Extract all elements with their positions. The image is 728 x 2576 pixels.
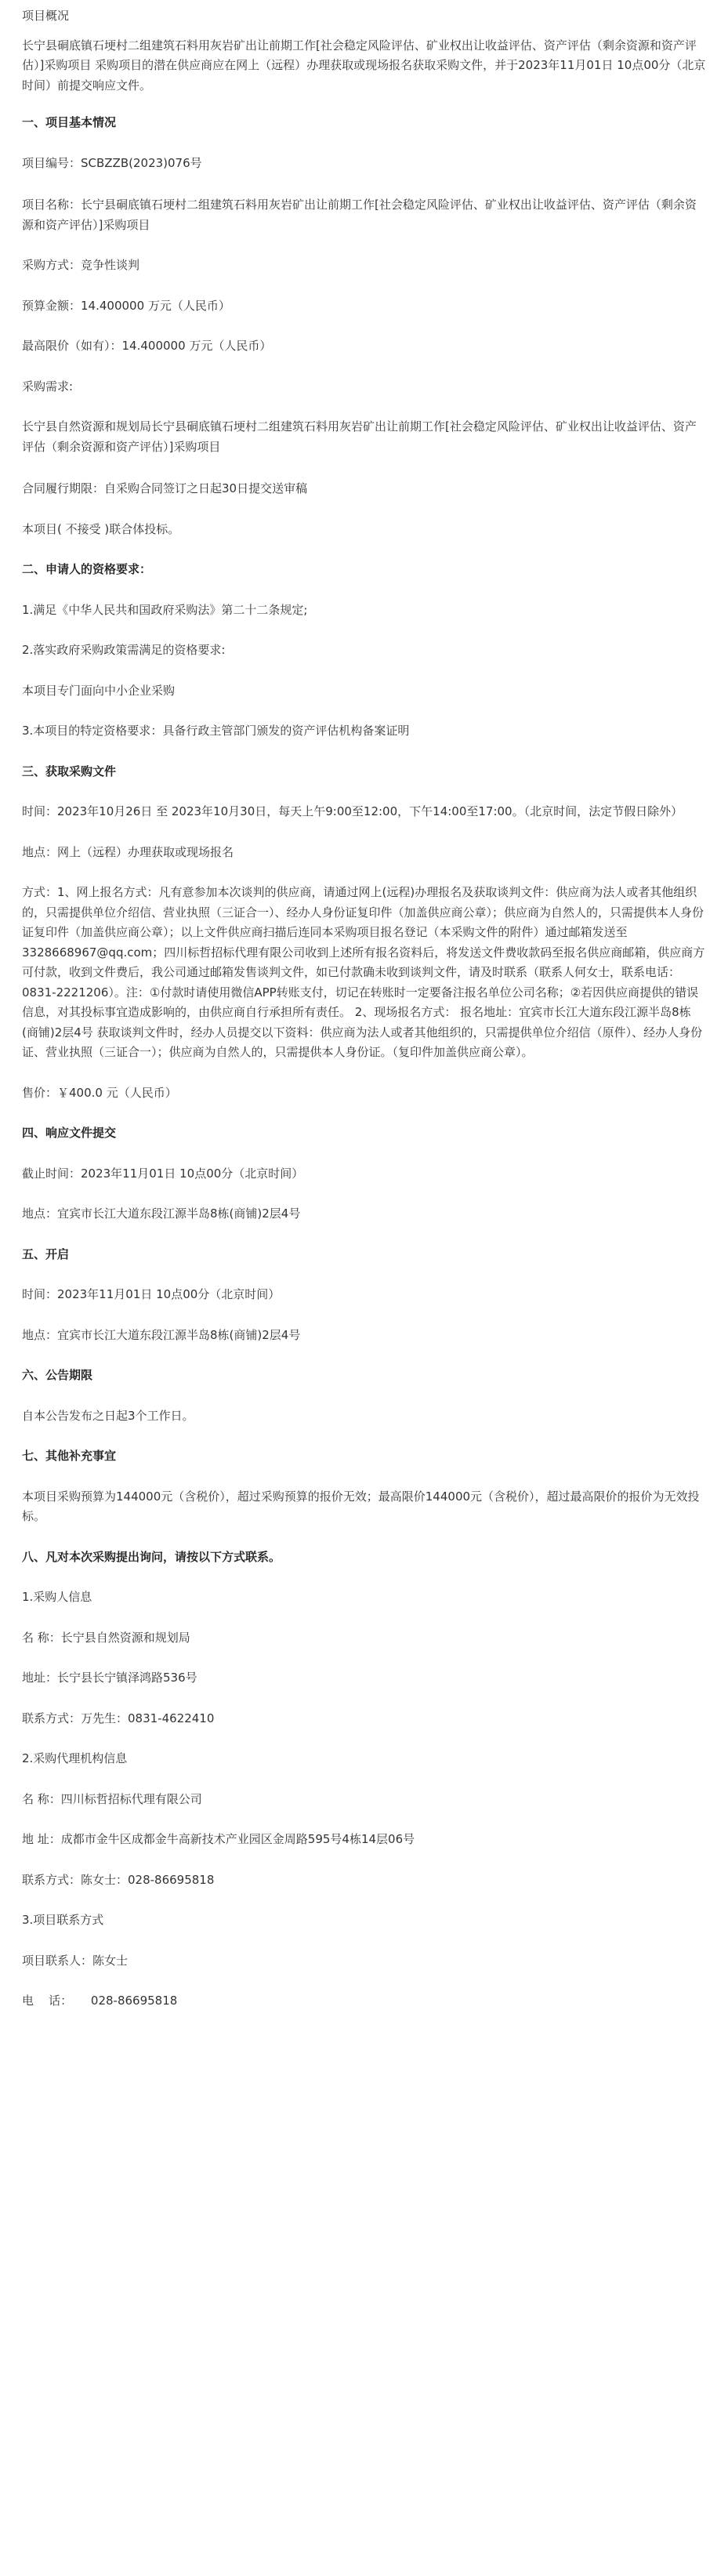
qualification-item-2-text: 本项目专门面向中小企业采购 [22, 683, 176, 698]
agency-address: 地 址：成都市金牛区成都金牛高新技术产业园区金周路595号4栋14层06号 [22, 1832, 415, 1846]
qualification-item-2: 2.落实政府采购政策需满足的资格要求: [22, 643, 226, 657]
project-contact-person: 项目联系人：陈女士 [22, 1953, 129, 1968]
project-name: 项目名称：长宁县硐底镇石埂村二组建筑石料用灰岩矿出让前期工作[社会稳定风险评估、矿业权出让收益评估、资产评估（剩余资源和资产评估）]采购项目 [22, 198, 697, 232]
overview-heading: 项目概况 [22, 9, 70, 23]
purchaser-name: 名 称：长宁县自然资源和规划局 [22, 1630, 190, 1645]
overview-text: 长宁县硐底镇石埂村二组建筑石料用灰岩矿出让前期工作[社会稳定风险评估、矿业权出让收益评估、资产评估（剩余资源和资产评估）]采购项目 采购项目的潜在供应商应在网上（远程）办理获取或现场报名获取采购文件，并于2023年11月01日 10点00分（北京时间）前提交响应文件。 [22, 38, 706, 93]
section6-heading: 六、公告期限 [22, 1368, 93, 1382]
submission-deadline: 截止时间：2023年11月01日 10点00分（北京时间） [22, 1166, 304, 1181]
consortium-note: 本项目( 不接受 )联合体投标。 [22, 521, 180, 536]
section4-heading: 四、响应文件提交 [22, 1126, 117, 1140]
opening-time: 时间：2023年11月01日 10点00分（北京时间） [22, 1287, 281, 1301]
project-contact-title: 3.项目联系方式 [22, 1913, 104, 1927]
section1-heading: 一、项目基本情况 [22, 115, 117, 129]
opening-place: 地点：宜宾市长江大道东段江源半岛8栋(商铺)2层4号 [22, 1327, 301, 1342]
section8-heading: 八、凡对本次采购提出询问，请按以下方式联系。 [22, 1549, 281, 1564]
obtain-time: 时间：2023年10月26日 至 2023年10月30日，每天上午9:00至12:00，下午14:00至17:00。（北京时间，法定节假日除外） [22, 804, 683, 818]
agency-contact: 联系方式：陈女士：028-86695818 [22, 1872, 215, 1887]
supplementary-text: 本项目采购预算为144000元（含税价），超过采购预算的报价无效；最高限价144000元（含税价），超过最高限价的报价为无效投标。 [22, 1489, 700, 1523]
announcement-period: 自本公告发布之日起3个工作日。 [22, 1408, 194, 1423]
obtain-place: 地点：网上（远程）办理获取或现场报名 [22, 844, 234, 859]
procurement-method: 采购方式：竞争性谈判 [22, 258, 140, 272]
agency-title: 2.采购代理机构信息 [22, 1751, 128, 1765]
purchaser-title: 1.采购人信息 [22, 1590, 92, 1604]
qualification-item-1: 1.满足《中华人民共和国政府采购法》第二十二条规定; [22, 602, 308, 617]
demand-label: 采购需求: [22, 379, 74, 394]
section2-heading: 二、申请人的资格要求： [22, 562, 152, 576]
section7-heading: 七、其他补充事宜 [22, 1449, 117, 1463]
project-number: 项目编号：SCBZZB(2023)076号 [22, 155, 202, 170]
budget-amount: 预算金额：14.400000 万元（人民币） [22, 298, 230, 313]
purchaser-contact: 联系方式：万先生：0831-4622410 [22, 1711, 215, 1725]
obtain-method: 方式：1、网上报名方式：凡有意参加本次谈判的供应商，请通过网上(远程)办理报名及获取谈判文件：供应商为法人或者其他组织的，只需提供单位介绍信、营业执照（三证合一）、经办人身份证复印件（加盖供应商公章）；供应商为自然人的，只需提供本人身份证复印件（加盖供应商公章）；以上文件供应商扫描后连同本采购项目报名登记（本采购文件的附件）通过邮箱发送至3328668967@qq.com；四川标哲招标代理有限公司收到上述所有报名资料后，将发送文件费收款码至报名供应商邮箱，供应商方可付款，收到文件费后，我公司通过邮箱发售谈判文件，如已付款确未收到谈判文件，请及时联系（联系人何女士，联系电话：0831-2221206）。注：①付款时请使用微信APP转账支付，切记在转账时一定要备注报名单位公司名称；②若因供应商提供的错误信息，对其投标事宜造成影响的，由供应商自行承担所有责任。 2、现场报名方式： 报名地址：宜宾市长江大道东段江源半岛8栋(商铺)2层4号 获取谈判文件时，经办人员提交以下资料：供应商为法人或者其他组织的，只需提供单位介绍信（原件）、经办人身份证、营业执照（三证合一）；供应商为自然人的，只需提供本人身份证。（复印件加盖供应商公章）。 [22, 885, 705, 1059]
section5-heading: 五、开启 [22, 1246, 70, 1261]
submission-place: 地点：宜宾市长江大道东段江源半岛8栋(商铺)2层4号 [22, 1206, 301, 1221]
qualification-item-3: 3.本项目的特定资格要求：具备行政主管部门颁发的资产评估机构备案证明 [22, 724, 410, 738]
demand-text: 长宁县自然资源和规划局长宁县硐底镇石埂村二组建筑石料用灰岩矿出让前期工作[社会稳定风险评估、矿业权出让收益评估、资产评估（剩余资源和资产评估）]采购项目 [22, 419, 697, 454]
contract-period: 合同履行期限：自采购合同签订之日起30日提交送审稿 [22, 481, 308, 495]
agency-name: 名 称：四川标哲招标代理有限公司 [22, 1791, 202, 1806]
max-price: 最高限价（如有）：14.400000 万元（人民币） [22, 339, 272, 353]
document-price: 售价：￥400.0 元（人民币） [22, 1085, 177, 1100]
project-contact-phone: 电 话： 028-86695818 [22, 1994, 178, 2008]
section3-heading: 三、获取采购文件 [22, 764, 117, 778]
purchaser-address: 地址：长宁县长宁镇泽鸿路536号 [22, 1671, 197, 1685]
